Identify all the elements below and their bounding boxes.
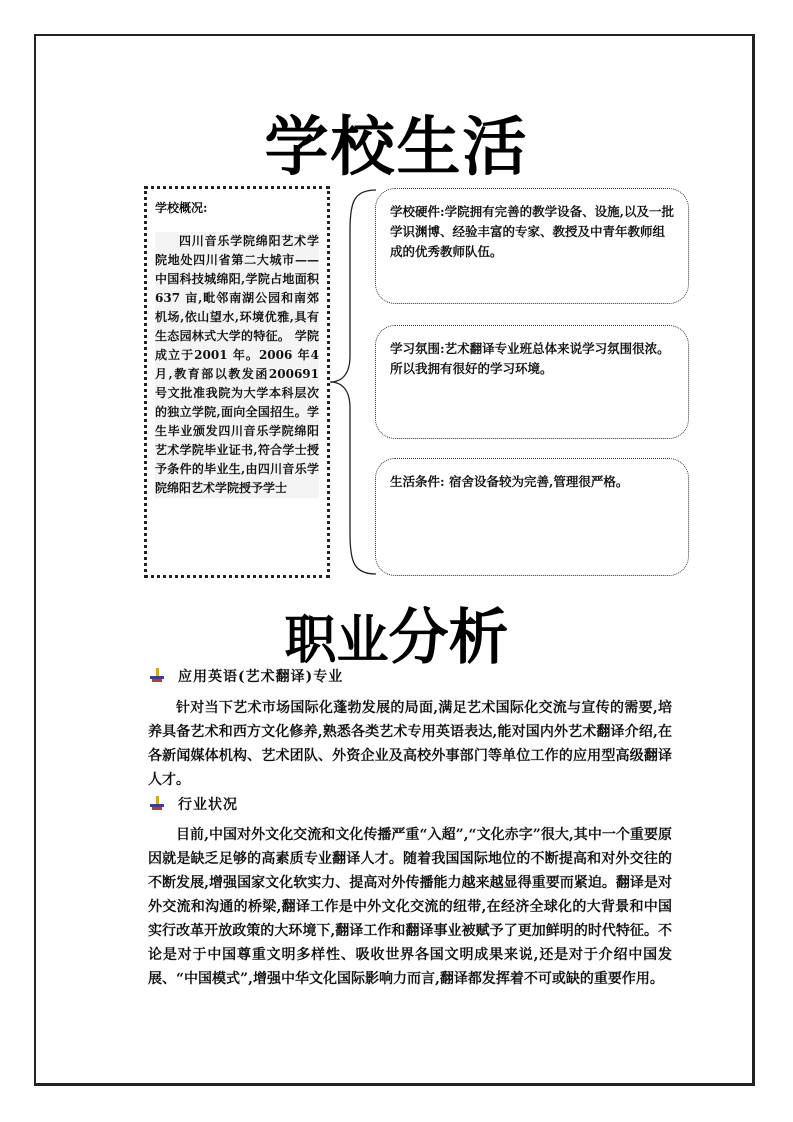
career-title-part-b: 分析 [388, 603, 509, 673]
list-bullet-icon [148, 668, 168, 684]
industry-description: 目前,中国对外文化交流和文化传播严重“入超”,“文化赤字”很大,其中一个重要原因就是缺乏足够的高素质专业翻译人才。随着我国国际地位的不断提高和对外交往的不断发展,增强国家文化软实力、提高对外传播能力越来越显得重要而紧迫。翻译是对外交流和沟通的桥梁,翻译工作是中外文化交流的纽带,在经济全球化的大背景和中国实行改革开放政策的大环境下,翻译工作和翻译事业被赋予了更加鲜明的时代特征。不论是对于中国尊重文明多样性、吸收世界各国文明成果来说,还是对于介绍中国发展、“中国模式”,增强中华文化国际影响力而言,翻译都发挥着不可或缺的重要作用。 [148, 827, 672, 987]
school-overview-title: 学校概况: [155, 201, 208, 215]
section-heading-industry-text: 行业状况 [178, 797, 238, 813]
career-title-part-a: 职业 [284, 611, 389, 671]
facility-box: 学校硬件:学院拥有完善的教学设备、设施,以及一批学识渊博、经验丰富的专家、教授及中青年教师组成的优秀教师队伍。 [375, 188, 689, 304]
study-atmosphere-box: 学习氛围:艺术翻译专业班总体来说学习氛围很浓。所以我拥有很好的学习环境。 [375, 325, 689, 439]
living-conditions-box: 生活条件: 宿舍设备较为完善,管理很严格。 [375, 458, 689, 576]
major-description: 针对当下艺术市场国际化蓬勃发展的局面,满足艺术国际化交流与宣传的需要,培养具备艺术和西方文化修养,熟悉各类艺术专用英语表达,能对国内外艺术翻译介绍,在各新闻媒体机构、艺术团队、外资企业及高校外事部门等单位工作的应用型高级翻译人才。 [148, 700, 672, 788]
section-heading-major [148, 666, 343, 686]
section-heading-major-text: 应用英语(艺术翻译)专业 [178, 669, 344, 685]
list-bullet-icon [148, 796, 168, 812]
curly-brace-icon [326, 186, 382, 578]
school-overview-text: 四川音乐学院绵阳艺术学院地处四川省第二大城市——中国科技城绵阳,学院占地面积637 亩,毗邻南湖公园和南郊机场,依山望水,环境优雅,具有生态园林式大学的特征。 学院成立于2001 年。2006 年4月,教育部以教发函200691 号文批准我院为大学本科层次的独立学院,面向全国招生。学生毕业颁发四川音乐学院绵阳艺术学院毕业证书,符合学士授予条件的毕业生,由四川音乐学院绵阳艺术学院授予学士 [155, 232, 319, 498]
school-life-title: 学校生活 [264, 111, 529, 185]
section-heading-industry [148, 794, 238, 814]
school-overview-box [144, 186, 330, 578]
career-analysis-title [0, 590, 793, 676]
